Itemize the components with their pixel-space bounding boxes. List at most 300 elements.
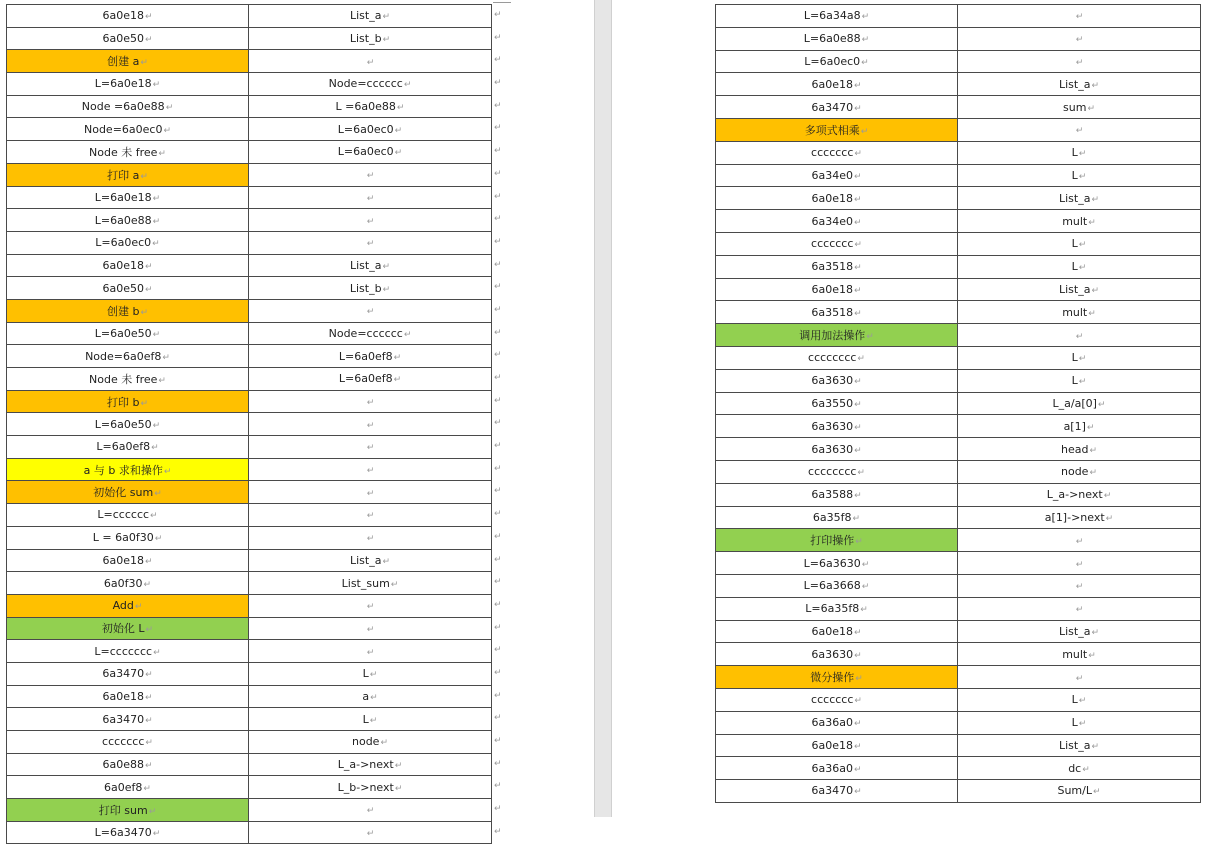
cell-address[interactable] [7,163,249,186]
cell-pointer[interactable] [958,552,1201,575]
cell-text: ccccccc [811,146,854,160]
cell-address[interactable] [7,231,249,254]
table-row [716,50,1201,73]
cell-pointer[interactable] [249,662,492,685]
paragraph-mark-icon: ↵ [1091,627,1100,638]
cell-pointer[interactable] [958,643,1201,666]
paragraph-mark-icon: ↵ [150,511,158,522]
paragraph-mark-icon: ↵ [163,125,172,136]
cell-pointer[interactable] [958,27,1201,50]
cell-pointer[interactable] [958,597,1201,620]
paragraph-mark-icon: ↵ [152,329,161,340]
paragraph-mark-icon: ↵ [152,216,161,227]
document-page-right[interactable] [612,0,1212,817]
cell-pointer[interactable] [249,299,492,322]
paragraph-mark-icon: ↵ [853,171,862,182]
cell-address[interactable] [716,232,958,255]
cell-pointer[interactable] [958,460,1201,483]
table-row [7,231,492,254]
paragraph-mark-icon: ↵ [382,556,391,567]
paragraph-mark-icon: ↵ [861,559,870,570]
cell-text: 打印 sum [98,803,148,817]
paragraph-mark-icon: ↵ [494,441,502,452]
cell-address[interactable] [7,95,249,118]
table-row [716,232,1201,255]
cell-pointer[interactable] [249,95,492,118]
cell-pointer[interactable] [958,415,1201,438]
table-row [7,549,492,572]
cell-pointer[interactable] [249,526,492,549]
cell-pointer[interactable] [958,73,1201,96]
cell-text: L=6a34a8 [803,9,861,23]
cell-pointer[interactable] [249,413,492,436]
cell-text: L=6a0e18 [94,190,152,204]
cell-pointer[interactable] [958,666,1201,689]
cell-address[interactable] [716,118,958,141]
table-row [716,734,1201,757]
cell-pointer[interactable] [958,483,1201,506]
paragraph-mark-icon: ↵ [494,736,502,746]
paragraph-mark-icon: ↵ [1097,399,1106,410]
cell-address[interactable] [7,209,249,232]
cell-pointer[interactable] [958,688,1201,711]
cell-text: 调用加法操作 [799,329,866,343]
paragraph-mark-icon: ↵ [494,781,502,792]
cell-pointer[interactable] [249,390,492,413]
cell-pointer[interactable] [958,780,1201,803]
cell-text: List_a [349,553,382,567]
cell-text: node [352,735,380,749]
cell-pointer[interactable] [249,640,492,663]
cell-address[interactable] [7,685,249,708]
table-row [7,390,492,413]
cell-address[interactable] [716,187,958,210]
cell-text: L=6a0e50 [94,417,152,431]
cell-pointer[interactable] [249,209,492,232]
table-row [7,254,492,277]
cell-address[interactable] [7,594,249,617]
cell-address[interactable] [7,322,249,345]
paragraph-mark-icon: ↵ [854,149,862,160]
table-row [7,413,492,436]
cell-address[interactable] [7,640,249,663]
cell-address[interactable] [7,186,249,209]
paragraph-mark-icon: ↵ [854,491,862,502]
cell-address[interactable] [7,277,249,300]
cell-address[interactable] [716,597,958,620]
cell-address[interactable] [716,711,958,734]
cell-pointer[interactable] [249,594,492,617]
table-row [7,95,492,118]
paragraph-mark-icon: ↵ [494,804,502,815]
cell-address[interactable] [7,73,249,96]
cell-address[interactable] [716,301,958,324]
cell-address[interactable] [716,346,958,369]
paragraph-mark-icon: ↵ [494,463,502,474]
paragraph-mark-icon: ↵ [494,509,502,520]
cell-text: L=cccccc [97,508,150,522]
paragraph-mark-icon: ↵ [366,466,375,477]
cell-pointer[interactable] [958,141,1201,164]
paragraph-mark-icon: ↵ [854,240,862,251]
cell-pointer[interactable] [958,346,1201,369]
paragraph-mark-icon: ↵ [366,239,375,250]
paragraph-mark-icon: ↵ [494,259,502,270]
cell-pointer[interactable] [958,164,1201,187]
cell-pointer[interactable] [249,776,492,799]
paragraph-mark-icon: ↵ [366,647,375,658]
cell-address[interactable] [7,458,249,481]
paragraph-mark-icon: ↵ [857,468,865,479]
paragraph-mark-icon: ↵ [857,354,865,365]
cell-text: 6a34e0 [811,214,853,228]
paragraph-mark-icon: ↵ [1089,445,1097,456]
cell-address[interactable] [716,506,958,529]
paragraph-mark-icon: ↵ [152,239,160,250]
cell-pointer[interactable] [958,187,1201,210]
paragraph-mark-icon: ↵ [1075,536,1084,547]
table-row [716,164,1201,187]
cell-pointer[interactable] [249,549,492,572]
cell-text: a[1] [1063,419,1086,433]
cell-address[interactable] [7,526,249,549]
cell-address[interactable] [7,390,249,413]
cell-address[interactable] [716,688,958,711]
cell-pointer[interactable] [249,5,492,28]
cell-address[interactable] [716,574,958,597]
table-row [716,278,1201,301]
cell-text: L [1071,716,1078,730]
cell-pointer[interactable] [249,231,492,254]
cell-pointer[interactable] [958,620,1201,643]
cell-pointer[interactable] [958,392,1201,415]
cell-pointer[interactable] [958,529,1201,552]
cell-address[interactable] [716,666,958,689]
cell-address[interactable] [716,5,958,28]
paragraph-mark-icon: ↵ [1078,263,1087,274]
cell-text: 6a0e88 [102,758,144,772]
cell-address[interactable] [7,504,249,527]
paragraph-mark-icon: ↵ [145,670,153,681]
table-row [716,552,1201,575]
cell-text: 6a3550 [811,396,854,410]
cell-address[interactable] [7,731,249,754]
paragraph-mark-icon: ↵ [1075,582,1084,593]
table-row [7,458,492,481]
cell-address[interactable] [716,734,958,757]
paragraph-mark-icon: ↵ [494,304,502,315]
cell-pointer[interactable] [249,73,492,96]
paragraph-mark-icon: ↵ [143,579,152,590]
cell-pointer[interactable] [249,254,492,277]
cell-text: L=6a0ec0 [95,236,152,250]
cell-text: L =6a0e88 [335,100,396,114]
paragraph-mark-icon: ↵ [861,12,870,23]
cell-address[interactable] [7,821,249,844]
cell-pointer[interactable] [958,301,1201,324]
cell-address[interactable] [716,141,958,164]
cell-text: 6a36a0 [811,716,853,730]
cell-pointer[interactable] [958,5,1201,28]
cell-pointer[interactable] [958,232,1201,255]
cell-address[interactable] [716,415,958,438]
paragraph-mark-icon: ↵ [134,602,143,613]
table-row [716,5,1201,28]
paragraph-mark-icon: ↵ [494,554,502,565]
cell-text: 6a0e50 [102,281,144,295]
cell-address[interactable] [7,617,249,640]
cell-address[interactable] [7,662,249,685]
paragraph-mark-icon: ↵ [144,12,153,23]
cell-pointer[interactable] [249,368,492,391]
paragraph-mark-icon: ↵ [494,214,502,225]
cell-address[interactable] [716,460,958,483]
cell-address[interactable] [716,552,958,575]
cell-address[interactable] [7,436,249,459]
cell-pointer[interactable] [249,277,492,300]
cell-address[interactable] [716,369,958,392]
paragraph-mark-icon: ↵ [1091,285,1100,296]
cell-text: List_a [1058,77,1091,91]
paragraph-mark-icon: ↵ [1092,787,1101,798]
paragraph-mark-icon: ↵ [1078,171,1087,182]
cell-text: cccccccc [808,465,857,479]
paragraph-mark-icon: ↵ [852,513,861,524]
paragraph-mark-icon: ↵ [494,32,502,43]
cell-address[interactable] [716,210,958,233]
cell-text: ccccccc [811,693,854,707]
paragraph-mark-icon: ↵ [403,329,412,340]
table-row [7,640,492,663]
cell-text: L=6a3470 [94,826,152,840]
cell-text: 6a3470 [811,100,854,114]
cell-pointer[interactable] [249,799,492,822]
cell-text: 初始化 L [101,622,145,636]
cell-pointer[interactable] [958,757,1201,780]
cell-address[interactable] [7,50,249,73]
cell-address[interactable] [716,50,958,73]
cell-pointer[interactable] [249,504,492,527]
cell-text: Node 未 free [89,372,158,386]
paragraph-mark-icon: ↵ [854,103,862,114]
cell-pointer[interactable] [249,753,492,776]
cell-address[interactable] [7,776,249,799]
cell-pointer[interactable] [249,708,492,731]
cell-address[interactable] [716,392,958,415]
cell-text: 6a3518 [811,305,854,319]
cell-pointer[interactable] [249,572,492,595]
table-row [7,481,492,504]
paragraph-mark-icon: ↵ [165,103,174,114]
cell-pointer[interactable] [958,118,1201,141]
cell-pointer[interactable] [249,436,492,459]
cell-pointer[interactable] [249,186,492,209]
cell-address[interactable] [716,27,958,50]
paragraph-mark-icon: ↵ [1075,57,1084,68]
cell-text: L [1071,260,1078,274]
cell-text: 6a3470 [811,784,854,798]
cell-pointer[interactable] [249,141,492,164]
cell-text: 多项式相乘 [804,123,860,137]
paragraph-mark-icon: ↵ [393,375,402,386]
cell-address[interactable] [716,96,958,119]
paragraph-mark-icon: ↵ [494,282,502,293]
cell-address[interactable] [7,254,249,277]
cell-address[interactable] [7,141,249,164]
cell-address[interactable] [716,483,958,506]
paragraph-mark-icon: ↵ [494,100,502,111]
cell-pointer[interactable] [958,734,1201,757]
memory-trace-table-right [715,4,1201,803]
cell-address[interactable] [7,118,249,141]
paragraph-mark-icon: ↵ [366,420,375,431]
cell-address[interactable] [716,620,958,643]
paragraph-mark-icon: ↵ [854,422,862,433]
cell-pointer[interactable] [249,481,492,504]
table-row [7,436,492,459]
cell-text: List_a [1058,624,1091,638]
table-row [7,776,492,799]
paragraph-mark-icon: ↵ [494,350,502,361]
cell-text: a [362,689,370,703]
paragraph-mark-icon: ↵ [140,58,148,69]
cell-address[interactable] [7,27,249,50]
paragraph-mark-icon: ↵ [1078,377,1087,388]
table-row [7,368,492,391]
cell-text: 6a36a0 [811,761,853,775]
cell-text: 6a0e18 [811,282,853,296]
cell-address[interactable] [716,438,958,461]
paragraph-mark-icon: ↵ [366,57,375,68]
paragraph-mark-icon: ↵ [366,307,375,318]
cell-pointer[interactable] [958,50,1201,73]
cell-address[interactable] [716,73,958,96]
cell-pointer[interactable] [958,324,1201,347]
cell-address[interactable] [7,753,249,776]
cell-address[interactable] [7,549,249,572]
cell-address[interactable] [716,757,958,780]
cell-address[interactable] [716,255,958,278]
cell-pointer[interactable] [958,96,1201,119]
cell-address[interactable] [716,780,958,803]
paragraph-mark-icon: ↵ [369,715,378,726]
paragraph-mark-icon: ↵ [140,171,148,182]
cell-pointer[interactable] [249,821,492,844]
cell-pointer[interactable] [958,438,1201,461]
paragraph-mark-icon: ↵ [154,489,162,500]
cell-text: L=6a0e88 [803,32,861,46]
paragraph-mark-icon: ↵ [366,216,375,227]
cell-pointer[interactable] [958,711,1201,734]
cell-pointer[interactable] [249,345,492,368]
cell-text: 6a35f8 [812,510,852,524]
cell-text: 6a0e18 [102,9,144,23]
paragraph-mark-icon: ↵ [1088,217,1096,228]
cell-address[interactable] [716,278,958,301]
cell-text: 6a3470 [102,667,145,681]
paragraph-mark-icon: ↵ [145,738,153,749]
cell-text: List_sum [341,576,390,590]
paragraph-mark-icon: ↵ [366,602,375,613]
cell-pointer[interactable] [249,685,492,708]
cell-address[interactable] [7,413,249,436]
cell-text: L=6a0e88 [94,213,152,227]
paragraph-mark-icon: ↵ [140,307,149,318]
cell-text: cccccccc [808,351,857,365]
cell-text: 6a0e18 [102,689,144,703]
cell-pointer[interactable] [249,458,492,481]
table-row [716,757,1201,780]
cell-pointer[interactable] [249,163,492,186]
table-row [7,617,492,640]
cell-text: 6a3630 [811,419,854,433]
cell-address[interactable] [7,799,249,822]
cell-pointer[interactable] [958,278,1201,301]
paragraph-mark-icon: ↵ [853,285,862,296]
cell-address[interactable] [7,299,249,322]
paragraph-mark-icon: ↵ [854,399,862,410]
paragraph-mark-icon: ↵ [366,829,375,840]
cell-text: 微分操作 [810,671,855,684]
paragraph-mark-icon: ↵ [366,534,375,545]
cell-address[interactable] [716,324,958,347]
cell-text: L [1071,374,1078,388]
cell-text: L=6a0ef8 [338,349,393,363]
cell-pointer[interactable] [958,506,1201,529]
cell-pointer[interactable] [249,322,492,345]
paragraph-mark-icon: ↵ [494,826,502,837]
table-row [716,255,1201,278]
cell-pointer[interactable] [249,118,492,141]
cell-address[interactable] [7,708,249,731]
cell-text: List_a [349,9,382,23]
cell-address[interactable] [7,5,249,28]
paragraph-mark-icon: ↵ [494,123,502,134]
paragraph-mark-icon: ↵ [853,627,862,638]
cell-pointer[interactable] [958,574,1201,597]
cell-pointer[interactable] [249,731,492,754]
paragraph-mark-icon: ↵ [1088,308,1096,319]
document-page-left[interactable] [0,0,594,840]
cell-address[interactable] [716,643,958,666]
cell-address[interactable] [716,164,958,187]
paragraph-mark-icon: ↵ [370,692,378,703]
cell-pointer[interactable] [249,617,492,640]
cell-pointer[interactable] [958,255,1201,278]
cell-pointer[interactable] [249,27,492,50]
table-row [716,483,1201,506]
paragraph-mark-icon: ↵ [394,125,403,136]
table-row [7,277,492,300]
cell-pointer[interactable] [958,210,1201,233]
cell-text: sum [1063,100,1087,114]
cell-pointer[interactable] [249,50,492,73]
paragraph-mark-icon: ↵ [494,418,502,429]
cell-text: 6a0e50 [102,32,144,46]
cell-address[interactable] [7,481,249,504]
paragraph-mark-icon: ↵ [853,719,862,730]
cell-address[interactable] [7,345,249,368]
cell-address[interactable] [716,529,958,552]
cell-text: 6a0ef8 [104,780,143,794]
cell-address[interactable] [7,368,249,391]
cell-pointer[interactable] [958,369,1201,392]
cell-text: 6a34e0 [811,168,853,182]
paragraph-mark-icon: ↵ [1075,126,1084,137]
cell-text: List_b [349,281,382,295]
cell-address[interactable] [7,572,249,595]
paragraph-mark-icon: ↵ [854,445,862,456]
